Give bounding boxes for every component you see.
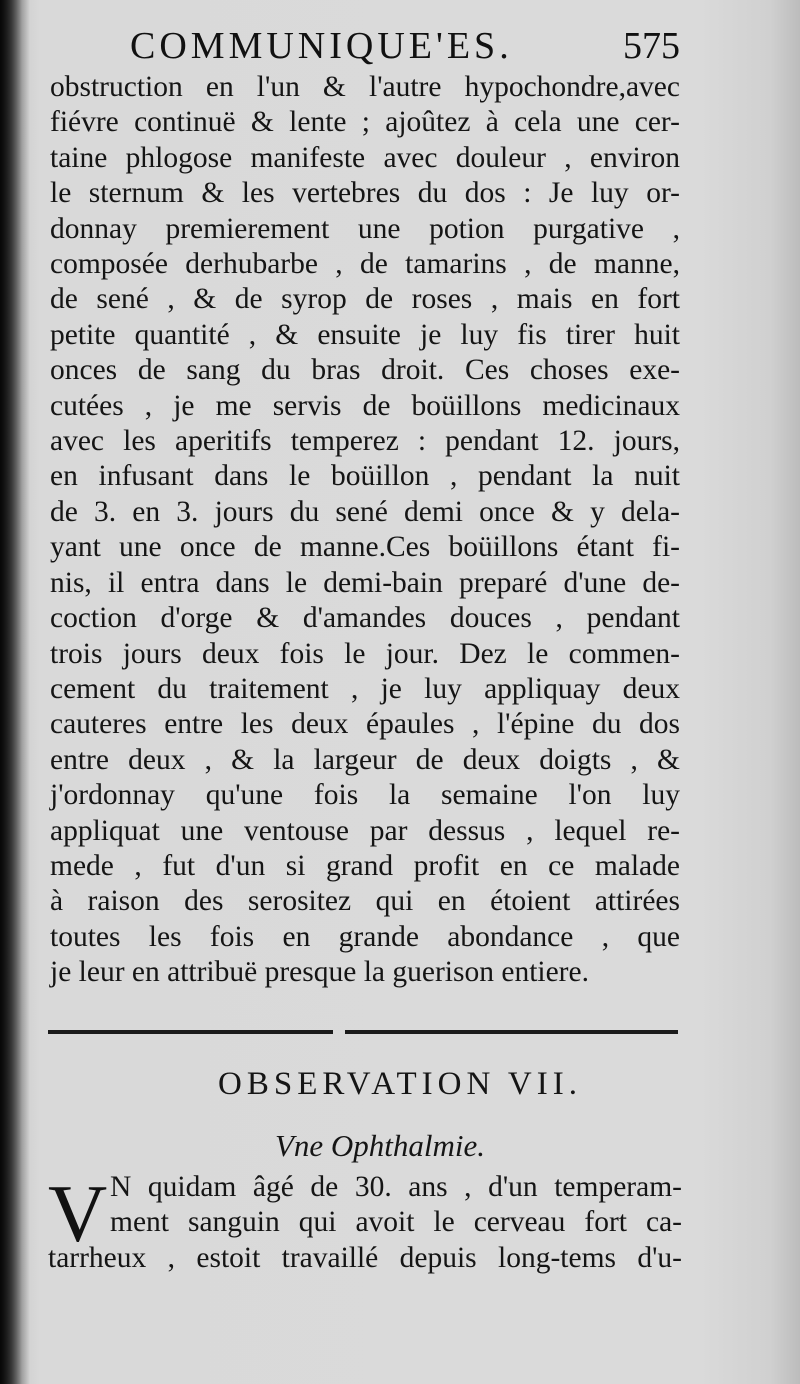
text-line: tarrheux , estoit travaillé depuis long-tems d'u- — [48, 1241, 682, 1274]
binding-shadow — [0, 0, 30, 1384]
text-line: entre deux , & la largeur de deux doigts , & — [50, 743, 680, 776]
drop-cap: V — [48, 1168, 108, 1259]
text-line: fiévre continuë & lente ; ajoûtez à cela une cer- — [50, 106, 680, 139]
observation-paragraph — [48, 1170, 682, 1276]
text-line: de sené , & de syrop de roses , mais en fort — [50, 283, 680, 316]
text-line: de 3. en 3. jours du sené demi once & y dela- — [50, 495, 680, 528]
text-line: en infusant dans le boüillon , pendant la nuit — [50, 460, 680, 493]
text-line: trois jours deux fois le jour. Dez le commen- — [50, 637, 680, 670]
text-line: coction d'orge & d'amandes douces , pendant — [50, 602, 680, 635]
running-head: COMMUNIQUE'ES. — [130, 25, 513, 67]
text-line: taine phlogose manifeste avec douleur , environ — [50, 141, 680, 174]
text-line: à raison des serositez qui en étoient attirées — [50, 885, 680, 918]
page-number: 575 — [623, 25, 680, 67]
divider-rule-left — [48, 1030, 333, 1034]
text-line: obstruction en l'un & l'autre hypochondre,avec — [50, 71, 680, 103]
text-line: le sternum & les vertebres du dos : Je luy or- — [50, 177, 680, 210]
section-subtitle: Vne Ophthalmie. — [274, 1128, 486, 1163]
page-header — [130, 18, 690, 68]
text-line: nis, il entra dans le demi-bain preparé d'une de- — [50, 566, 680, 599]
text-line: j'ordonnay qu'une fois la semaine l'on luy — [50, 779, 680, 812]
text-line: composée derhubarbe , de tamarins , de manne, — [50, 248, 680, 281]
text-line: toutes les fois en grande abondance , que — [50, 920, 680, 953]
divider-rule-right — [345, 1030, 678, 1034]
section-divider — [48, 1027, 678, 1037]
text-line: cement du traitement , je luy appliquay deux — [50, 672, 680, 705]
text-line: cutées , je me servis de boüillons medicinaux — [50, 389, 680, 422]
text-line: N quidam âgé de 30. ans , d'un temperam- — [110, 1171, 682, 1203]
text-line: yant une once de manne.Ces boüillons étant fi- — [50, 531, 680, 564]
text-line: donnay premierement une potion purgative , — [50, 212, 680, 245]
text-line: mede , fut d'un si grand profit en ce malade — [50, 849, 680, 882]
text-line: avec les aperitifs temperez : pendant 12. jours, — [50, 425, 680, 458]
text-line: petite quantité , & ensuite je luy fis tirer huit — [50, 318, 680, 351]
text-line: appliquat une ventouse par dessus , lequel re- — [50, 814, 680, 847]
text-line: ment sanguin qui avoit le cerveau fort ca- — [110, 1206, 682, 1239]
text-line: je leur en attribuë presque la guerison entiere. — [50, 956, 589, 989]
text-line: cauteres entre les deux épaules , l'épine du dos — [50, 708, 680, 741]
body-paragraph — [50, 70, 680, 991]
text-line: onces de sang du bras droit. Ces choses exe- — [50, 354, 680, 387]
section-title: OBSERVATION VII. — [218, 1066, 582, 1102]
